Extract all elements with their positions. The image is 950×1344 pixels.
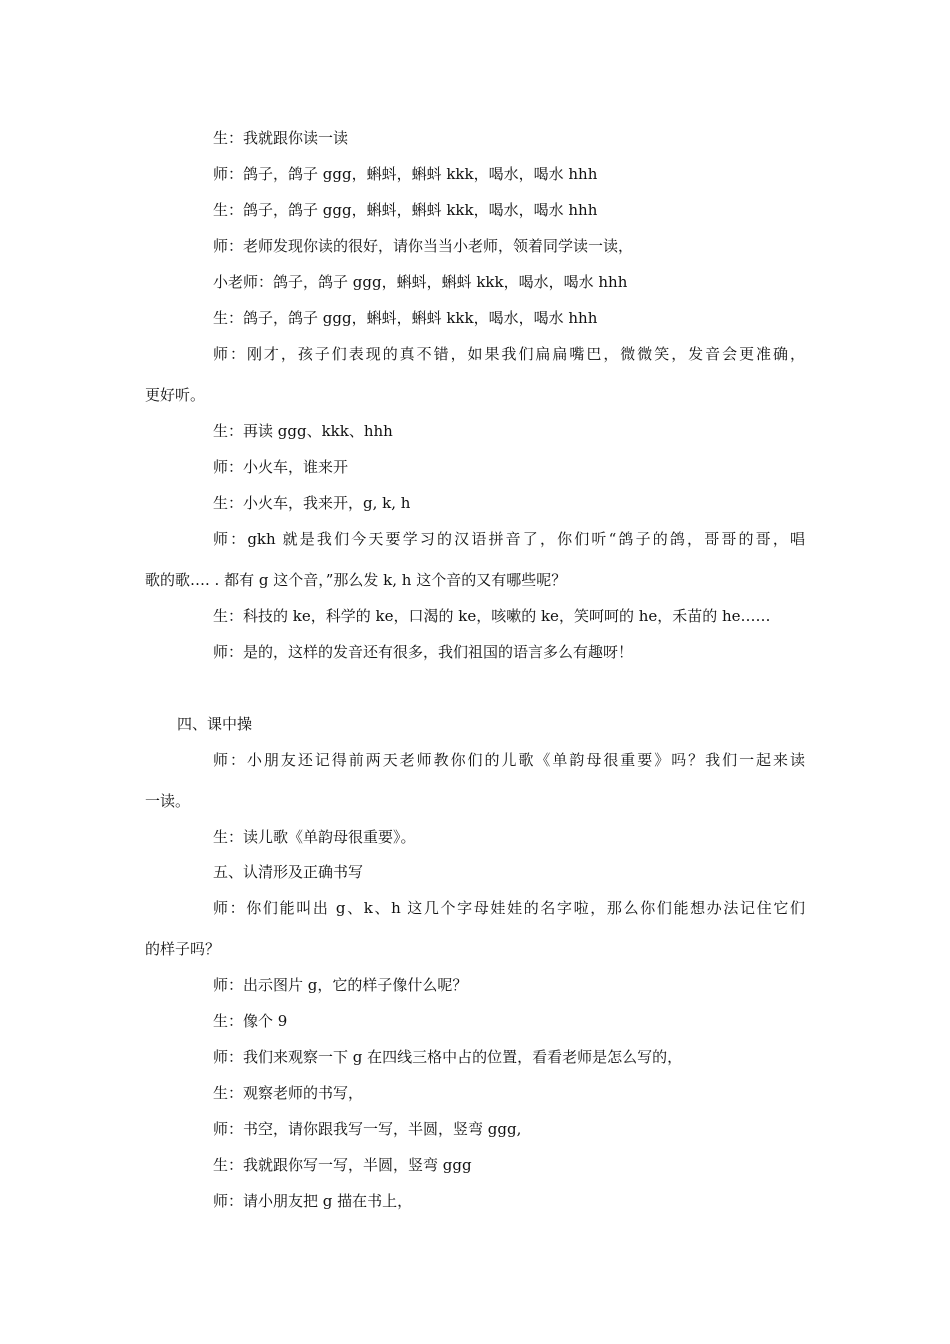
dialogue-line: 师：出示图片 g，它的样子像什么呢？ bbox=[213, 976, 468, 994]
dialogue-line: 生：再读 ggg、kkk、hhh bbox=[213, 422, 393, 440]
dialogue-line: 生：观察老师的书写， bbox=[213, 1084, 364, 1102]
dialogue-line: 师：是的，这样的发音还有很多，我们祖国的语言多么有趣呀！ bbox=[213, 643, 634, 661]
dialogue-line: 生：读儿歌《单韵母很重要》。 bbox=[213, 828, 416, 846]
dialogue-line: 师：请小朋友把 g 描在书上， bbox=[213, 1192, 413, 1210]
dialogue-line: 师：书空，请你跟我写一写，半圆，竖弯 ggg, bbox=[213, 1120, 522, 1138]
dialogue-line: 生：我就跟你读一读 bbox=[213, 129, 349, 147]
dialogue-line: 小老师：鸽子，鸽子 ggg，蝌蚪，蝌蚪 kkk，喝水，喝水 hhh bbox=[213, 273, 628, 291]
dialogue-line: 师：gkh 就是我们今天要学习的汉语拼音了，你们听“鸽子的鸽，哥哥的哥，唱 bbox=[213, 530, 805, 548]
dialogue-line: 师：我们来观察一下 g 在四线三格中占的位置，看看老师是怎么写的， bbox=[213, 1048, 683, 1066]
dialogue-line: 师：老师发现你读的很好，请你当当小老师，领着同学读一读， bbox=[213, 237, 634, 255]
dialogue-line: 师：刚才，孩子们表现的真不错，如果我们扁扁嘴巴，微微笑，发音会更准确， bbox=[213, 345, 805, 363]
dialogue-line: 生：鸽子，鸽子 ggg，蝌蚪，蝌蚪 kkk，喝水，喝水 hhh bbox=[213, 201, 598, 219]
dialogue-line: 师：你们能叫出 g、k、h 这几个字母娃娃的名字啦，那么你们能想办法记住它们 bbox=[213, 899, 805, 917]
dialogue-line: 生：鸽子，鸽子 ggg，蝌蚪，蝌蚪 kkk，喝水，喝水 hhh bbox=[213, 309, 598, 327]
dialogue-line-continuation: 一读。 bbox=[145, 792, 191, 810]
dialogue-line: 生：科技的 ke，科学的 ke，口渴的 ke，咳嗽的 ke，笑呵呵的 he，禾苗的 he…… bbox=[213, 607, 771, 625]
dialogue-line: 生：像个 9 bbox=[213, 1012, 288, 1030]
dialogue-line-continuation: 更好听。 bbox=[145, 386, 206, 404]
dialogue-line: 师：小朋友还记得前两天老师教你们的儿歌《单韵母很重要》吗？我们一起来读 bbox=[213, 751, 805, 769]
dialogue-line: 生：小火车，我来开，g, k, h bbox=[213, 494, 411, 512]
dialogue-line-continuation: 歌的歌…. . 都有 g 这个音，”那么发 k, h 这个音的又有哪些呢？ bbox=[145, 571, 567, 589]
dialogue-line-continuation: 的样子吗？ bbox=[145, 940, 221, 958]
dialogue-line: 师：小火车，谁来开 bbox=[213, 458, 349, 476]
dialogue-line: 师：鸽子，鸽子 ggg，蝌蚪，蝌蚪 kkk，喝水，喝水 hhh bbox=[213, 165, 598, 183]
section-heading: 五、认清形及正确书写 bbox=[213, 863, 364, 881]
section-heading: 四、课中操 bbox=[177, 715, 253, 733]
dialogue-line: 生：我就跟你写一写，半圆，竖弯 ggg bbox=[213, 1156, 472, 1174]
